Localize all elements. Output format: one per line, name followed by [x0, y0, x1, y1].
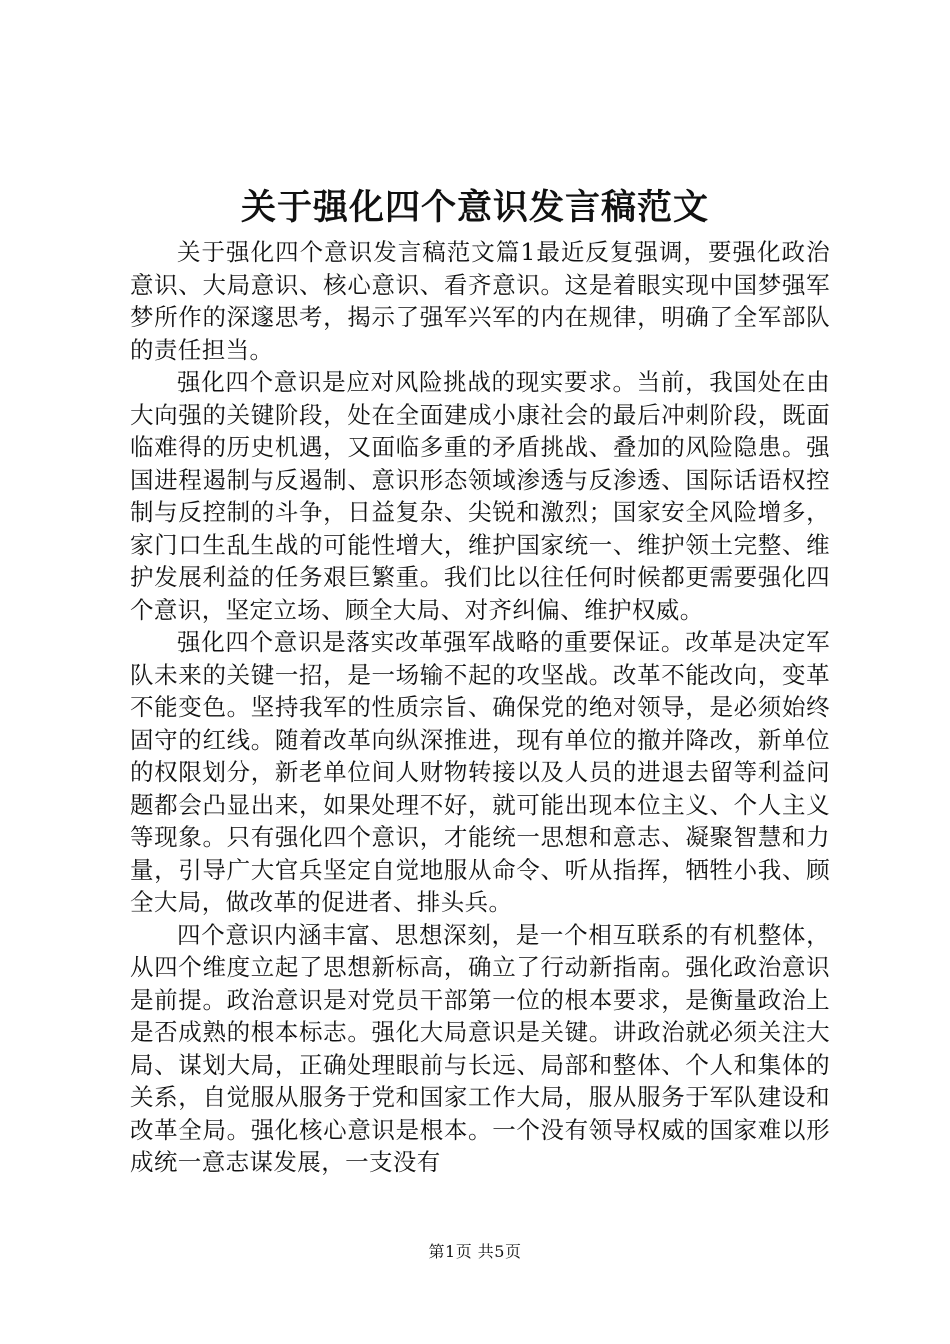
page-number-footer: 第1页 共5页	[428, 1242, 522, 1261]
document-title: 关于强化四个意识发言稿范文	[240, 187, 709, 228]
paragraph-3: 强化四个意识是落实改革强军战略的重要保证。改革是决定军队未来的关键一招，是一场输不起的攻坚战。改革不能改向，变革不能变色。坚持我军的性质宗旨、确保党的绝对领导，是必须始终固守的红线。随着改革向纵深推进，现有单位的撤并降改，新单位的权限划分，新老单位间人财物转接以及人员的进退去留等利益问题都会凸显出来，如果处理不好，就可能出现本位主义、个人主义等现象。只有强化四个意识，才能统一思想和意志、凝聚智慧和力量，引导广大官兵坚定自觉地服从命令、听从指挥，牺牲小我、顾全大局，做改革的促进者、排头兵。	[130, 628, 830, 916]
paragraph-1: 关于强化四个意识发言稿范文篇1最近反复强调，要强化政治意识、大局意识、核心意识、看齐意识。这是着眼实现中国梦强军梦所作的深邃思考，揭示了强军兴军的内在规律，明确了全军部队的责任担当。	[130, 238, 830, 364]
document-body	[130, 236, 830, 1179]
paragraph-4: 四个意识内涵丰富、思想深刻，是一个相互联系的有机整体，从四个维度立起了思想新标高，确立了行动新指南。强化政治意识是前提。政治意识是对党员干部第一位的根本要求，是衡量政治上是否成熟的根本标志。强化大局意识是关键。讲政治就必须关注大局、谋划大局，正确处理眼前与长远、局部和整体、个人和集体的关系，自觉服从服务于党和国家工作大局，服从服务于军队建设和改革全局。强化核心意识是根本。一个没有领导权威的国家难以形成统一意志谋发展，一支没有	[130, 920, 830, 1176]
paragraph-2: 强化四个意识是应对风险挑战的现实要求。当前，我国处在由大向强的关键阶段，处在全面建成小康社会的最后冲刺阶段，既面临难得的历史机遇，又面临多重的矛盾挑战、叠加的风险隐患。强国进程遏制与反遏制、意识形态领域渗透与反渗透、国际话语权控制与反控制的斗争，日益复杂、尖锐和激烈；国家安全风险增多，家门口生乱生战的可能性增大，维护国家统一、维护领土完整、维护发展利益的任务艰巨繁重。我们比以往任何时候都更需要强化四个意识，坚定立场、顾全大局、对齐纠偏、维护权威。	[130, 368, 830, 624]
